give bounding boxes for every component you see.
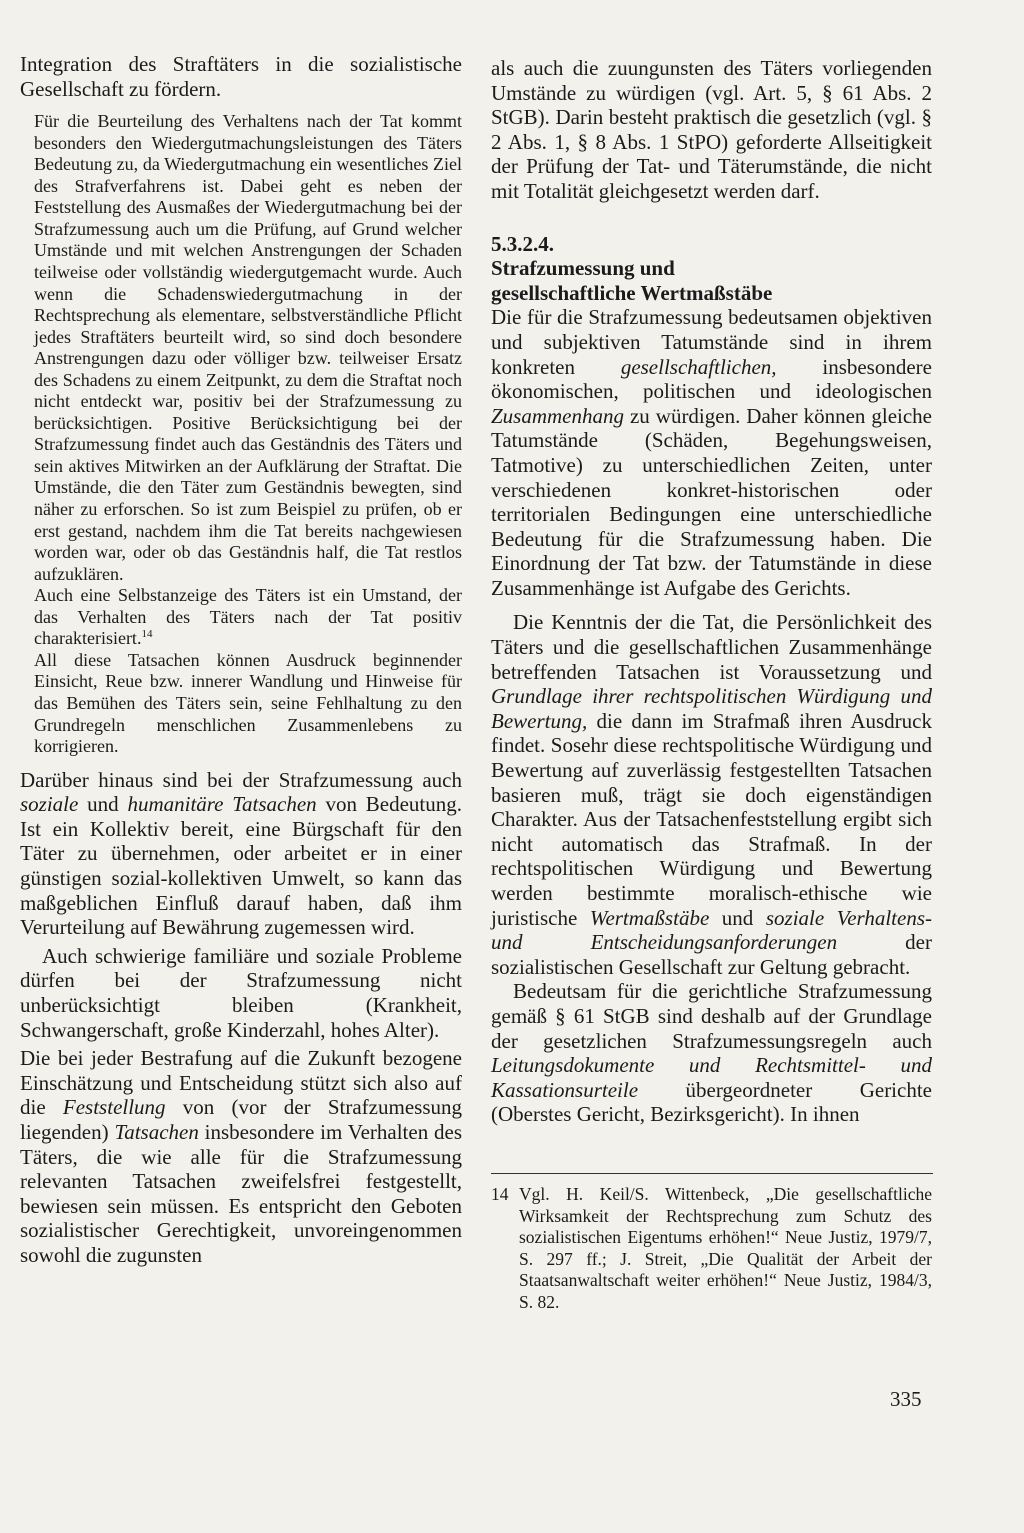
section-title: Strafzumessung und bbox=[491, 256, 675, 281]
section-heading bbox=[491, 232, 932, 306]
right-column bbox=[491, 56, 932, 1314]
paragraph bbox=[491, 305, 932, 600]
emphasis: Wertmaßstäbe bbox=[589, 905, 710, 930]
paragraph bbox=[491, 979, 932, 1127]
emphasis: Tatsachen bbox=[114, 1119, 199, 1144]
emphasis: Grundlage ihrer rechtspolitischen Würdigung und Bewertung, bbox=[491, 684, 932, 733]
emphasis: Zusammenhang bbox=[491, 403, 625, 428]
emphasis: soziale Verhaltens- und Entscheidungsanforderungen bbox=[491, 905, 933, 955]
emphasis: Feststellung bbox=[62, 1095, 166, 1120]
text-run: von Bedeutung. Ist ein Kollektiv bereit, eine Bürgschaft für den Täter zu übernehmen, oder arbeitet er in einer günstigen sozial-kollektiven Umwelt, so kann das maßgeblichen Einfluß darauf haben, daß ihm Verurteilung auf Bewährung zugemessen wird. bbox=[20, 792, 463, 940]
text-run: Die Kenntnis der die Tat, die Persönlichkeit des Täters und die gesellschaftlichen Zusammenhänge betreffenden Tatsachen ist Voraussetzung und bbox=[491, 610, 932, 684]
paragraph bbox=[491, 610, 932, 979]
paragraph-continuation: Integration des Straftäters in die sozialistische Gesellschaft zu fördern. bbox=[20, 52, 462, 101]
text-run: der sozialistischen Gesellschaft zur Geltung gebracht. bbox=[491, 930, 932, 979]
page-number: 335 bbox=[890, 1387, 922, 1411]
footnote bbox=[491, 1184, 932, 1314]
paragraph-text: Auch eine Selbstanzeige des Täters ist ein Umstand, der das Verhalten des Täters nach der Tat positiv charakterisiert. bbox=[34, 585, 462, 649]
text-run: insbesondere ökonomischen, politischen und ideologischen bbox=[491, 354, 932, 404]
emphasis: soziale bbox=[20, 792, 79, 817]
paragraph bbox=[20, 768, 462, 940]
emphasis: Leitungsdokumente und Rechtsmittel- und Kassationsurteile bbox=[491, 1053, 932, 1102]
section-title: gesellschaftliche Wertmaßstäbe bbox=[491, 280, 773, 305]
footnote-number: 14 bbox=[491, 1183, 509, 1204]
footnote-divider bbox=[491, 1173, 933, 1174]
small-print-paragraph: All diese Tatsachen können Ausdruck beginnender Einsicht, Reue bzw. innerer Wandlung und Hinweise für das Bemühen des Täters sein, seine Fehlhaltung zu den Grundregeln menschlichen Zusammenlebens zu korrigieren. bbox=[34, 649, 462, 757]
text-run: die dann im Strafmaß ihren Ausdruck findet. Sosehr diese rechtspolitische Würdigung und Bewertung auf zuverlässig festgestellten Tatsachen basieren muß, trägt sie doch eigenständigen Charakter. Aus der Tatsachenfeststellung ergibt sich nicht automatisch das Strafmaß. In der rechtspolitischen Würdigung und Bewertung werden bestimmte moralisch-ethische wie juristische bbox=[491, 708, 932, 930]
text-run: und bbox=[78, 792, 128, 817]
footnote-reference: 14 bbox=[141, 628, 153, 641]
small-print-paragraph bbox=[20, 585, 462, 650]
text-run: zu würdigen. Daher können gleiche Tatumstände (Schäden, Begehungsweisen, Tatmotive) zu unterschiedlichen Zeiten, unter verschiedenen konkret-historischen oder territorialen Bedingungen eine unterschiedliche Bedeutung für die Strafzumessung haben. Die Einordnung der Tat bzw. der Tatumstände in diese Zusammenhänge ist Aufgabe des Gerichts. bbox=[491, 403, 932, 600]
left-column bbox=[20, 52, 462, 1267]
text-run: von (vor der Strafzumessung liegenden) bbox=[20, 1095, 462, 1144]
paragraph: Auch schwierige familiäre und soziale Probleme dürfen bei der Strafzumessung nicht unberücksichtigt bleiben (Krankheit, Schwangerschaft, große Kinderzahl, hohes Alter). bbox=[20, 943, 462, 1042]
text-run: insbesondere im Verhalten des Täters, die wie alle für die Strafzumessung relevanten Tatsachen zweifelsfrei festgestellt, bewiesen sein müssen. Es entspricht den Geboten sozialistischer Gerechtigkeit, unvoreingenommen sowohl die zugunsten bbox=[20, 1119, 463, 1267]
small-print-paragraph: Für die Beurteilung des Verhaltens nach der Tat kommt besonders den Wiedergutmachungsleistungen des Täters Bedeutung zu, da Wiedergutmachung ein wesentliches Ziel des Strafverfahrens ist. Dabei geht es neben der Feststellung des Ausmaßes der Wiedergutmachung bei der Strafzumessung auch um die Prüfung, auf Grund welcher Umstände und mit welchen Anstrengungen der Schaden teilweise oder vollständig wiedergutgemacht wurde. Auch wenn die Schadenswiedergutmachung in der Rechtsprechung als elementare, selbstverständliche Pflicht jedes Straftäters beurteilt wird, so sind doch besondere Anstrengungen dazu oder völliger bzw. teilweiser Ersatz des Schadens zu einem Zeitpunkt, zu dem die Straftat noch nicht entdeckt war, positiv bei der Strafzumessung zu berücksichtigen. Positive Berücksichtigung bei der Strafzumessung findet auch das Geständnis des Täters und sein aktives Mitwirken an der Aufklärung der Straftat. Die Umstände, die den Täter zum Geständnis bewegten, sind näher zu erforschen. So ist zum Beispiel zu prüfen, ob er erst gestand, nachdem ihm die Tat bereits nachgewiesen worden war, oder ob das Geständnis half, die Tat restlos aufzuklären. bbox=[34, 111, 462, 584]
text-run: Bedeutsam für die gerichtliche Strafzumessung gemäß § 61 StGB sind deshalb auf der Grundlage der gesetzlichen Strafzumessungsregeln auch bbox=[491, 979, 932, 1053]
text-run: und bbox=[709, 905, 766, 930]
emphasis: gesellschaftlichen, bbox=[620, 354, 777, 379]
section-number: 5.3.2.4. bbox=[491, 231, 554, 256]
emphasis: humanitäre Tatsachen bbox=[127, 792, 317, 817]
paragraph bbox=[20, 1046, 462, 1267]
text-run: Die für die Strafzumessung bedeutsamen objektiven und subjektiven Tatumstände sind in ihrem konkreten bbox=[491, 305, 932, 379]
footnote-text: Vgl. H. Keil/S. Wittenbeck, „Die gesellschaftliche Wirksamkeit der Rechtsprechung zum Schutz des sozialistischen Eigentums erhöhen!“ Neue Justiz, 1979/7, S. 297 ff.; J. Streit, „Die Qualität der Arbeit der Staatsanwaltschaft weiter erhöhen!“ Neue Justiz, 1984/3, S. 82. bbox=[519, 1183, 932, 1312]
text-run: Die bei jeder Bestrafung auf die Zukunft bezogene Einschätzung und Entscheidung stützt sich also auf die bbox=[20, 1046, 462, 1120]
paragraph-continuation: als auch die zuungunsten des Täters vorliegenden Umstände zu würdigen (vgl. Art. 5, § 61 Abs. 2 StGB). Darin besteht praktisch die gesetzlich (vgl. § 2 Abs. 1, § 8 Abs. 1 StPO) geforderte Allseitigkeit der Prüfung der Tat- und Täterumstände, die nicht mit Totalität gleichgesetzt werden darf. bbox=[491, 56, 932, 203]
text-run: Darüber hinaus sind bei der Strafzumessung auch bbox=[20, 767, 462, 792]
text-run: übergeordneter Gerichte (Oberstes Gericht, Bezirksgericht). In ihnen bbox=[491, 1077, 932, 1127]
